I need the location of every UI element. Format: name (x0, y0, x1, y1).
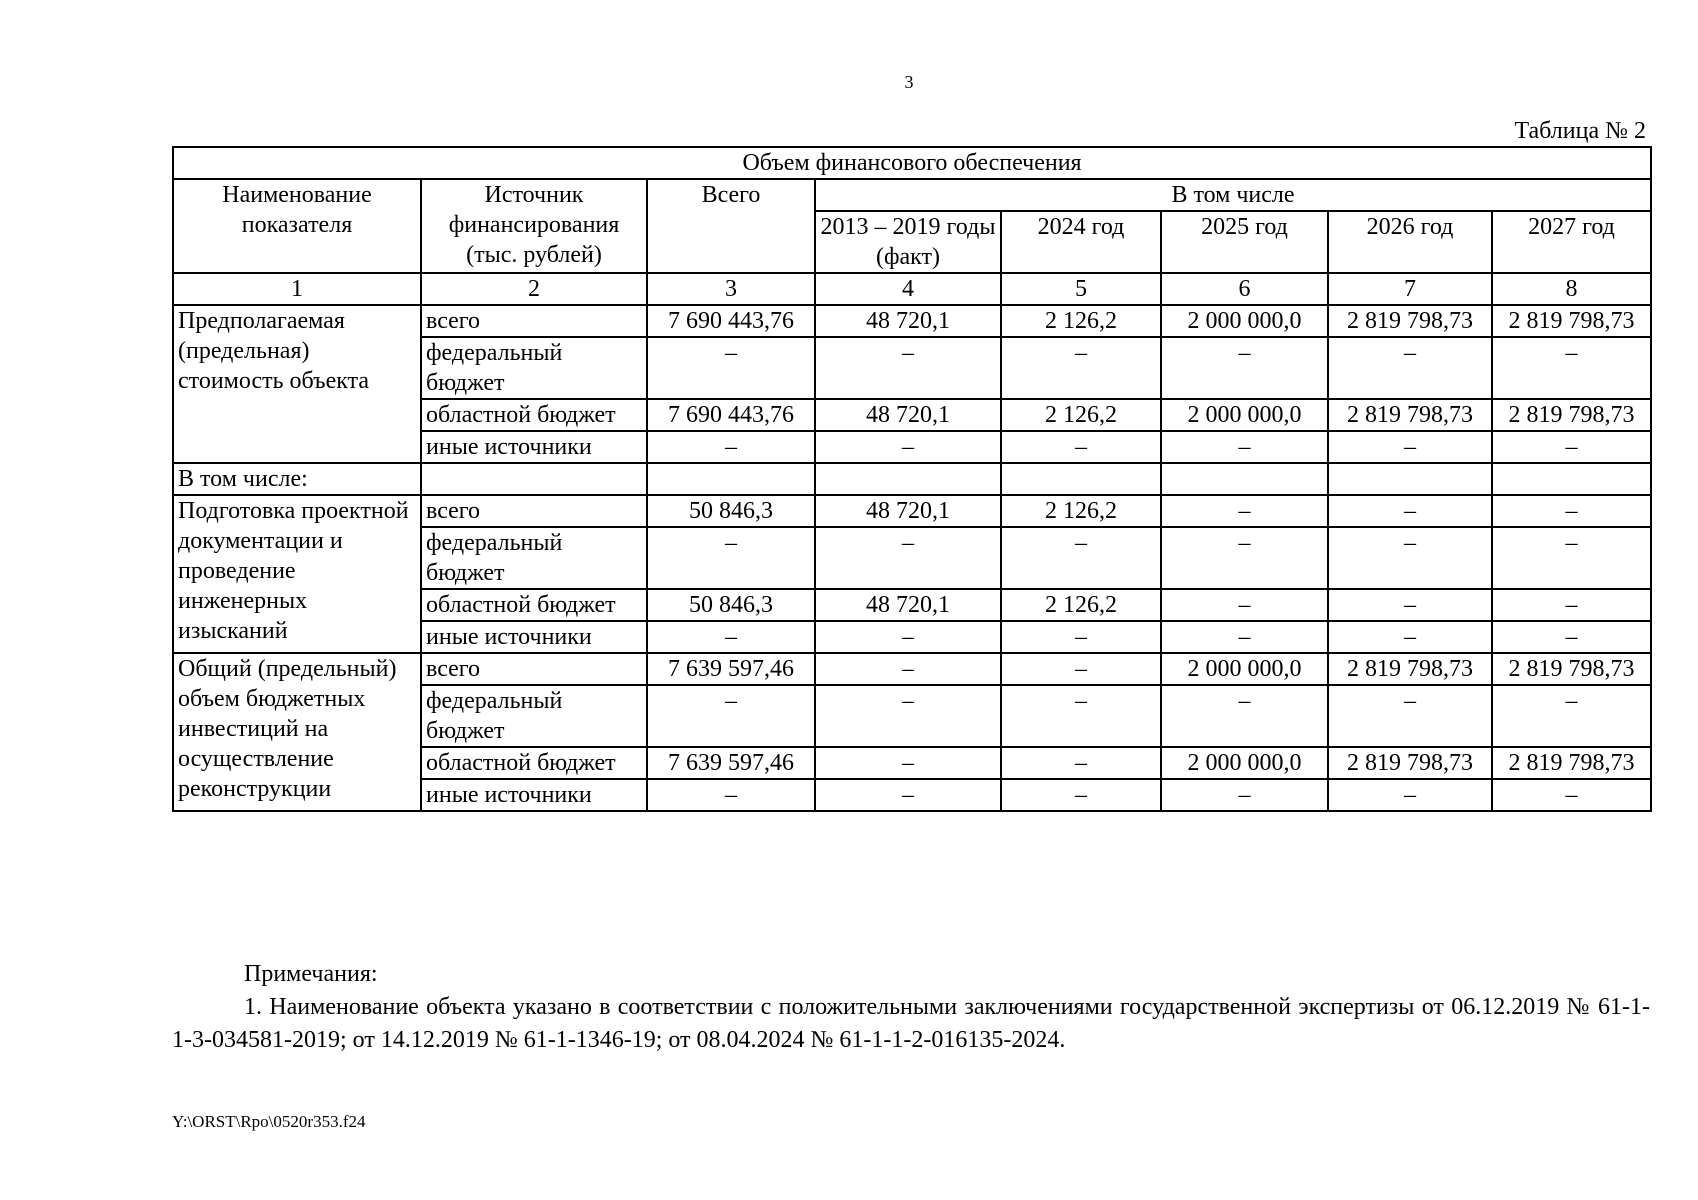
financing-table (172, 146, 1652, 812)
source-cell: областной бюджет (421, 747, 647, 779)
value-cell: – (1161, 527, 1328, 589)
note-item-1: 1. Наименование объекта указано в соответствии с положительными заключениями государственной экспертизы от 06.12.2019 № 61-1-1-3-034581-2019; от 14.12.2019 № 61-1-1346-19; от 08.04.2024 № 61-1-1-2-016135-2024. (172, 994, 1650, 1053)
value-cell: – (1001, 685, 1161, 747)
value-cell: 2 819 798,73 (1328, 747, 1492, 779)
source-cell: областной бюджет (421, 589, 647, 621)
value-cell: 2 126,2 (1001, 495, 1161, 527)
header-2027: 2027 год (1492, 211, 1651, 273)
empty-cell (1161, 463, 1328, 495)
column-number: 7 (1328, 273, 1492, 305)
group-header-row (173, 147, 1651, 179)
including-row (173, 463, 1651, 495)
source-cell: всего (421, 495, 647, 527)
value-cell: – (815, 337, 1001, 399)
value-cell: – (1001, 653, 1161, 685)
value-cell: – (1328, 431, 1492, 463)
value-cell: – (1492, 589, 1651, 621)
value-cell: – (1161, 685, 1328, 747)
value-cell: – (1492, 431, 1651, 463)
value-cell: 48 720,1 (815, 305, 1001, 337)
value-cell: – (1492, 337, 1651, 399)
value-cell: – (1161, 431, 1328, 463)
value-cell: 7 690 443,76 (647, 305, 815, 337)
header-2026: 2026 год (1328, 211, 1492, 273)
indicator-cell: Подготовка проектной документации и проведение инженерных изысканий (173, 495, 421, 653)
value-cell: 50 846,3 (647, 589, 815, 621)
value-cell: – (815, 747, 1001, 779)
page-number: 3 (904, 72, 914, 92)
value-cell: – (1492, 779, 1651, 811)
notes (172, 958, 1650, 1057)
value-cell: – (1161, 337, 1328, 399)
header-including: В том числе (815, 179, 1651, 211)
notes-title: Примечания: (244, 961, 378, 987)
value-cell: – (647, 621, 815, 653)
value-cell: 2 000 000,0 (1161, 653, 1328, 685)
value-cell: – (647, 431, 815, 463)
empty-cell (1328, 463, 1492, 495)
header-2013-2019: 2013 – 2019 годы (факт) (815, 211, 1001, 273)
value-cell: – (1161, 779, 1328, 811)
value-cell: – (1001, 337, 1161, 399)
value-cell: 2 126,2 (1001, 305, 1161, 337)
value-cell: – (1001, 779, 1161, 811)
source-cell: федеральный бюджет (421, 337, 647, 399)
group-header: Объем финансового обеспечения (173, 147, 1651, 179)
value-cell: – (1328, 685, 1492, 747)
value-cell: – (1161, 621, 1328, 653)
value-cell: 2 000 000,0 (1161, 399, 1328, 431)
value-cell: 2 000 000,0 (1161, 747, 1328, 779)
including-label: В том числе: (173, 463, 421, 495)
value-cell: 7 639 597,46 (647, 747, 815, 779)
value-cell: – (815, 779, 1001, 811)
value-cell: 2 000 000,0 (1161, 305, 1328, 337)
empty-cell (1001, 463, 1161, 495)
column-number: 6 (1161, 273, 1328, 305)
value-cell: 2 819 798,73 (1328, 399, 1492, 431)
value-cell: 7 690 443,76 (647, 399, 815, 431)
indicator-cell: Общий (предельный) объем бюджетных инвестиций на осуществление реконструкции (173, 653, 421, 811)
value-cell: – (647, 527, 815, 589)
value-cell: – (1328, 337, 1492, 399)
value-cell: 2 819 798,73 (1492, 747, 1651, 779)
value-cell: – (647, 779, 815, 811)
source-cell: иные источники (421, 621, 647, 653)
value-cell: – (647, 337, 815, 399)
value-cell: – (1328, 495, 1492, 527)
column-number-row (173, 273, 1651, 305)
value-cell: – (1001, 527, 1161, 589)
source-cell: федеральный бюджет (421, 685, 647, 747)
table-row (173, 305, 1651, 337)
value-cell: – (815, 431, 1001, 463)
value-cell: – (1492, 495, 1651, 527)
value-cell: 2 819 798,73 (1492, 305, 1651, 337)
value-cell: – (1001, 621, 1161, 653)
column-number: 8 (1492, 273, 1651, 305)
value-cell: – (1328, 621, 1492, 653)
source-cell: федеральный бюджет (421, 527, 647, 589)
value-cell: 7 639 597,46 (647, 653, 815, 685)
column-number: 5 (1001, 273, 1161, 305)
value-cell: – (815, 621, 1001, 653)
footer-file-path: Y:\ORST\Rpo\0520r353.f24 (172, 1112, 366, 1131)
empty-cell (421, 463, 647, 495)
value-cell: – (815, 685, 1001, 747)
value-cell: 48 720,1 (815, 495, 1001, 527)
source-cell: областной бюджет (421, 399, 647, 431)
value-cell: 50 846,3 (647, 495, 815, 527)
column-number: 1 (173, 273, 421, 305)
value-cell: – (1001, 747, 1161, 779)
value-cell: 2 819 798,73 (1328, 305, 1492, 337)
value-cell: – (647, 685, 815, 747)
table-caption: Таблица № 2 (1514, 118, 1646, 144)
value-cell: – (815, 527, 1001, 589)
value-cell: – (1001, 431, 1161, 463)
header-2025: 2025 год (1161, 211, 1328, 273)
source-cell: иные источники (421, 779, 647, 811)
value-cell: – (1328, 589, 1492, 621)
value-cell: – (1492, 527, 1651, 589)
value-cell: – (1328, 779, 1492, 811)
source-cell: иные источники (421, 431, 647, 463)
empty-cell (1492, 463, 1651, 495)
header-source: Источник финансирования (тыс. рублей) (421, 179, 647, 273)
value-cell: 2 819 798,73 (1492, 653, 1651, 685)
source-cell: всего (421, 305, 647, 337)
header-total: Всего (647, 179, 815, 273)
table-row (173, 495, 1651, 527)
value-cell: – (1161, 495, 1328, 527)
value-cell: – (1492, 621, 1651, 653)
column-number: 4 (815, 273, 1001, 305)
value-cell: – (1328, 527, 1492, 589)
value-cell: 48 720,1 (815, 589, 1001, 621)
table-row (173, 653, 1651, 685)
header-2024: 2024 год (1001, 211, 1161, 273)
header-indicator: Наименование показателя (173, 179, 421, 273)
value-cell: 2 819 798,73 (1328, 653, 1492, 685)
value-cell: – (815, 653, 1001, 685)
header-row-1 (173, 179, 1651, 211)
value-cell: 2 126,2 (1001, 399, 1161, 431)
value-cell: 48 720,1 (815, 399, 1001, 431)
indicator-cell: Предполагаемая (предельная) стоимость объекта (173, 305, 421, 463)
source-cell: всего (421, 653, 647, 685)
value-cell: – (1161, 589, 1328, 621)
empty-cell (815, 463, 1001, 495)
empty-cell (647, 463, 815, 495)
column-number: 3 (647, 273, 815, 305)
column-number: 2 (421, 273, 647, 305)
value-cell: – (1492, 685, 1651, 747)
value-cell: 2 126,2 (1001, 589, 1161, 621)
value-cell: 2 819 798,73 (1492, 399, 1651, 431)
